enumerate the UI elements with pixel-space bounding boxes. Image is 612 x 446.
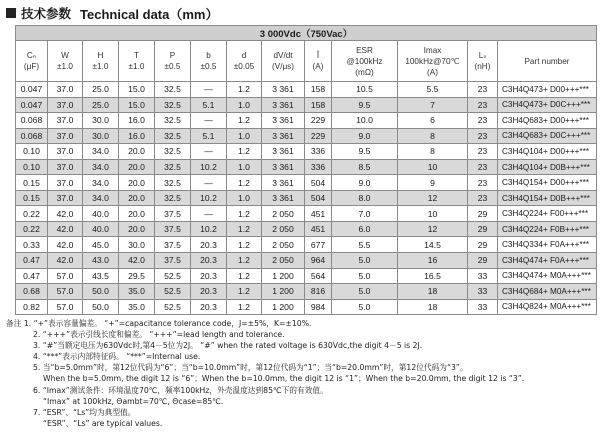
table-row — [16, 284, 597, 300]
table-cell: 5.1 — [191, 128, 227, 144]
table-cell: 816 — [305, 284, 332, 300]
table-cell: 42.0 — [48, 221, 83, 237]
table-cell: 30.0 — [83, 113, 119, 129]
column-header — [262, 41, 305, 82]
column-header-line: ±1.0 — [57, 62, 73, 71]
column-header-line: b — [206, 51, 211, 60]
part-number-cell: C3H4Q334+ F0A+++*** — [498, 237, 597, 253]
column-header-line: ±0.05 — [233, 62, 255, 71]
table-cell: 1.2 — [227, 82, 262, 98]
table-cell: 0.68 — [16, 284, 48, 300]
table-cell: 0.47 — [16, 268, 48, 284]
table-cell: 52.5 — [155, 268, 191, 284]
table-cell: 23 — [468, 82, 498, 98]
column-header-line: ±1.0 — [128, 62, 145, 71]
table-cell: 15.0 — [119, 82, 155, 98]
table-cell: 158 — [305, 82, 332, 98]
table-cell: 984 — [305, 299, 332, 315]
column-header-line: Part number — [524, 56, 570, 66]
part-number-cell: C3H4Q684+ M0A+++*** — [498, 284, 597, 300]
table-cell: 23 — [468, 190, 498, 206]
table-cell: 32.5 — [155, 190, 191, 206]
table-cell: 7.0 — [332, 206, 398, 222]
table-cell: 33 — [468, 284, 498, 300]
note-line: “ESR”、“Ls” are typical values. — [43, 418, 163, 428]
part-number-cell: C3H4Q824+ M0A+++*** — [498, 299, 597, 315]
table-cell: 1.0 — [227, 97, 262, 113]
column-header-row — [16, 41, 597, 82]
table-cell: 20.0 — [119, 144, 155, 160]
table-cell: 229 — [305, 113, 332, 129]
table-cell: 0.068 — [16, 113, 48, 129]
table-cell: 15.0 — [119, 97, 155, 113]
table-cell: 10.2 — [191, 190, 227, 206]
table-cell: 0.10 — [16, 159, 48, 175]
table-cell: 3 361 — [262, 175, 305, 191]
part-number-cell: C3H4Q224+ F0B+++*** — [498, 221, 597, 237]
table-cell: 1.2 — [227, 268, 262, 284]
column-header-line: (A) — [312, 62, 324, 71]
table-row — [16, 299, 597, 315]
column-header-line: Imax — [423, 45, 442, 55]
table-cell: 57.0 — [48, 284, 83, 300]
table-cell: 5.5 — [398, 82, 468, 98]
table-row — [16, 253, 597, 269]
table-cell: 37.0 — [48, 128, 83, 144]
table-cell: 1.2 — [227, 299, 262, 315]
table-cell: 29.5 — [119, 268, 155, 284]
table-row — [16, 159, 597, 175]
table-cell: 16 — [398, 253, 468, 269]
table-cell: 20.0 — [119, 175, 155, 191]
table-cell: 37.5 — [155, 253, 191, 269]
table-cell: 2 050 — [262, 253, 305, 269]
table-cell: 42.0 — [48, 206, 83, 222]
table-cell: 229 — [305, 128, 332, 144]
table-row — [16, 221, 597, 237]
table-row — [16, 206, 597, 222]
note-line: 备注 1. “+”表示容量偏差。 “+”=capacitance tolerance code，J=±5%，K=±10%. — [6, 319, 312, 328]
table-cell: 32.5 — [155, 113, 191, 129]
table-cell: 451 — [305, 221, 332, 237]
table-cell: 12 — [398, 190, 468, 206]
table-cell: 29 — [468, 206, 498, 222]
table-cell: 10.2 — [191, 159, 227, 175]
table-cell: 1.2 — [227, 284, 262, 300]
column-header-line: (mΩ) — [355, 67, 374, 77]
table-cell: 23 — [468, 113, 498, 129]
table-cell: 3 361 — [262, 128, 305, 144]
table-cell: 57.0 — [48, 268, 83, 284]
table-cell: 30.0 — [119, 237, 155, 253]
table-cell: 23 — [468, 144, 498, 160]
table-body — [16, 82, 597, 315]
table-cell: 32.5 — [155, 144, 191, 160]
column-header — [468, 41, 498, 82]
table-cell: 37.0 — [48, 113, 83, 129]
part-number-cell: C3H4Q473+ D00+++*** — [498, 82, 597, 98]
table-cell: 0.10 — [16, 144, 48, 160]
table-cell: 20.3 — [191, 237, 227, 253]
table-cell: 40.0 — [83, 206, 119, 222]
table-cell: 564 — [305, 268, 332, 284]
column-header-line: (V/μs) — [272, 62, 294, 71]
column-header-line: 100kHz@70℃ — [405, 56, 460, 66]
table-cell: 20.0 — [119, 221, 155, 237]
table-cell: 1.2 — [227, 113, 262, 129]
table-cell: 9 — [398, 175, 468, 191]
table-cell: 0.15 — [16, 175, 48, 191]
column-header-line: ±0.5 — [200, 62, 217, 71]
table-cell: 3 361 — [262, 159, 305, 175]
table-cell: 3 361 — [262, 97, 305, 113]
table-row — [16, 237, 597, 253]
column-header — [155, 41, 191, 82]
voltage-rating: 3 000Vdc（750Vac） — [16, 26, 597, 41]
table-cell: 37.0 — [48, 190, 83, 206]
table-cell: 3 361 — [262, 82, 305, 98]
column-header-line: ESR — [356, 45, 373, 55]
table-cell: 1.2 — [227, 206, 262, 222]
table-cell: 0.15 — [16, 190, 48, 206]
table-cell: 18 — [398, 284, 468, 300]
section-header — [6, 4, 218, 22]
table-cell: 451 — [305, 206, 332, 222]
table-cell: 336 — [305, 159, 332, 175]
column-header — [305, 41, 332, 82]
table-cell: 37.0 — [48, 82, 83, 98]
table-cell: 0.33 — [16, 237, 48, 253]
table-cell: 3 361 — [262, 144, 305, 160]
table-cell: 42.0 — [48, 237, 83, 253]
table-cell: 5.1 — [191, 97, 227, 113]
technical-data-table — [15, 25, 597, 315]
part-number-cell: C3H4Q683+ D00+++*** — [498, 113, 597, 129]
table-cell: 34.0 — [83, 144, 119, 160]
table-cell: 1 200 — [262, 299, 305, 315]
table-cell: 37.0 — [48, 97, 83, 113]
table-cell: 35.0 — [119, 284, 155, 300]
table-cell: 3 361 — [262, 113, 305, 129]
table-cell: 35.0 — [119, 299, 155, 315]
table-row — [16, 113, 597, 129]
part-number-cell: C3H4Q473+ D0C+++*** — [498, 97, 597, 113]
table-row — [16, 175, 597, 191]
table-cell: 29 — [468, 237, 498, 253]
table-cell: 20.0 — [119, 206, 155, 222]
table-cell: 52.5 — [155, 299, 191, 315]
table-cell: 34.0 — [83, 159, 119, 175]
column-header-line: ±0.5 — [164, 62, 181, 71]
table-cell: 33 — [468, 268, 498, 284]
table-cell: 30.0 — [83, 128, 119, 144]
table-cell: 6 — [398, 113, 468, 129]
table-cell: 1.2 — [227, 237, 262, 253]
column-header — [498, 41, 597, 82]
table-cell: 32.5 — [155, 82, 191, 98]
table-cell: 2 050 — [262, 206, 305, 222]
table-cell: 1.0 — [227, 159, 262, 175]
section-title-en: Technical data（mm） — [80, 6, 219, 22]
table-cell: 43.0 — [83, 253, 119, 269]
table-cell: 14.5 — [398, 237, 468, 253]
table-cell: 52.5 — [155, 284, 191, 300]
table-cell: 10 — [398, 159, 468, 175]
part-number-cell: C3H4Q474+ M0A+++*** — [498, 268, 597, 284]
table-cell: 9.5 — [332, 97, 398, 113]
table-cell: 23 — [468, 128, 498, 144]
table-cell: 29 — [468, 221, 498, 237]
table-cell: 0.047 — [16, 82, 48, 98]
table-cell: 0.047 — [16, 97, 48, 113]
square-bullet-icon — [6, 8, 16, 18]
table-row — [16, 268, 597, 284]
table-cell: 37.5 — [155, 237, 191, 253]
table-cell: 20.3 — [191, 299, 227, 315]
table-cell: 45.0 — [83, 237, 119, 253]
table-cell: 20.3 — [191, 268, 227, 284]
column-header — [332, 41, 398, 82]
table-cell: 5.0 — [332, 284, 398, 300]
table-cell: 3 361 — [262, 190, 305, 206]
table-cell: 16.0 — [119, 113, 155, 129]
table-cell: 37.0 — [48, 144, 83, 160]
note-line: 2. “+++”表示引线长度和偏差。 “+++”=lead length and tolerance. — [33, 330, 285, 340]
table-cell: 43.5 — [83, 268, 119, 284]
table-cell: 50.0 — [83, 284, 119, 300]
table-cell: 32.5 — [155, 159, 191, 175]
table-cell: 6.0 — [332, 221, 398, 237]
table-cell: 20.3 — [191, 284, 227, 300]
part-number-cell: C3H4Q683+ D0C+++*** — [498, 128, 597, 144]
table-cell: 504 — [305, 175, 332, 191]
table-cell: 158 — [305, 97, 332, 113]
column-header-line: W — [61, 51, 69, 60]
table-cell: 5.0 — [332, 253, 398, 269]
table-cell: 25.0 — [83, 97, 119, 113]
table-cell: 10 — [398, 206, 468, 222]
table-cell: 50.0 — [83, 299, 119, 315]
table-row — [16, 128, 597, 144]
note-line: “Imax” at 100kHz, Θambt=70℃, Θcase=85℃. — [43, 396, 224, 406]
table-cell: — — [191, 113, 227, 129]
column-header — [398, 41, 468, 82]
table-cell: 0.22 — [16, 221, 48, 237]
table-cell: 504 — [305, 190, 332, 206]
table-cell: 9.5 — [332, 144, 398, 160]
part-number-cell: C3H4Q104+ D00+++*** — [498, 144, 597, 160]
note-line: 6. “Imax”测试条件：环境温度70℃，频率100kHz，外壳温度达到85℃下的有效值。 — [33, 385, 328, 395]
table-cell: 677 — [305, 237, 332, 253]
column-header-line: Î — [316, 51, 320, 60]
table-cell: — — [191, 206, 227, 222]
table-cell: 1 200 — [262, 284, 305, 300]
table-cell: 336 — [305, 144, 332, 160]
table-cell: 0.068 — [16, 128, 48, 144]
table-cell: 10.5 — [332, 82, 398, 98]
table-cell: 16.0 — [119, 128, 155, 144]
table-cell: 42.0 — [119, 253, 155, 269]
table-cell: 8 — [398, 128, 468, 144]
table-cell: 37.0 — [48, 159, 83, 175]
table-cell: 42.0 — [48, 253, 83, 269]
table-cell: 1.2 — [227, 253, 262, 269]
column-header — [16, 41, 48, 82]
table-cell: 5.0 — [332, 299, 398, 315]
table-cell: 0.47 — [16, 253, 48, 269]
table-cell: 34.0 — [83, 175, 119, 191]
table-cell: 32.5 — [155, 175, 191, 191]
table-cell: 23 — [468, 159, 498, 175]
column-header-line: H — [97, 51, 104, 60]
table-cell: 37.5 — [155, 206, 191, 222]
table-cell: 1.2 — [227, 144, 262, 160]
table-cell: 37.5 — [155, 221, 191, 237]
table-cell: 10.0 — [332, 113, 398, 129]
table-cell: 37.0 — [48, 175, 83, 191]
table-cell: 8.5 — [332, 159, 398, 175]
table-cell: 32.5 — [155, 97, 191, 113]
table-cell: 32.5 — [155, 128, 191, 144]
table-cell: 9.0 — [332, 175, 398, 191]
note-line: 7. “ESR”、“Ls”均为典型值。 — [33, 407, 136, 417]
column-header-line: (μF) — [23, 62, 40, 71]
table-cell: 0.22 — [16, 206, 48, 222]
table-cell: 20.0 — [119, 190, 155, 206]
table-cell: 33 — [468, 299, 498, 315]
column-header — [227, 41, 262, 82]
table-cell: 8 — [398, 144, 468, 160]
table-row — [16, 190, 597, 206]
column-header-line: @100kHz — [346, 56, 383, 66]
table-cell: 5.5 — [332, 237, 398, 253]
part-number-cell: C3H4Q104+ D0B+++*** — [498, 159, 597, 175]
table-cell: 29 — [468, 253, 498, 269]
table-cell: — — [191, 144, 227, 160]
table-cell: 7 — [398, 97, 468, 113]
column-header-line: Cₙ — [26, 51, 37, 60]
table-cell: — — [191, 82, 227, 98]
table-cell: 0.82 — [16, 299, 48, 315]
part-number-cell: C3H4Q154+ D0B+++*** — [498, 190, 597, 206]
table-row — [16, 97, 597, 113]
column-header-line: (A) — [427, 67, 438, 77]
table-row — [16, 82, 597, 98]
column-header — [48, 41, 83, 82]
table-cell: 34.0 — [83, 190, 119, 206]
table-cell: 964 — [305, 253, 332, 269]
column-header-line: Lₛ — [478, 51, 487, 60]
section-title-cn: 技术参数 — [21, 6, 72, 21]
table-cell: — — [191, 175, 227, 191]
table-cell: 10.2 — [191, 221, 227, 237]
table-cell: 23 — [468, 97, 498, 113]
table-cell: 20.0 — [119, 159, 155, 175]
table-cell: 2 050 — [262, 237, 305, 253]
column-header-line: P — [169, 51, 176, 60]
table-cell: 25.0 — [83, 82, 119, 98]
part-number-cell: C3H4Q154+ D00+++*** — [498, 175, 597, 191]
table-cell: 1.2 — [227, 221, 262, 237]
table-cell: 2 050 — [262, 221, 305, 237]
table-cell: 1.2 — [227, 175, 262, 191]
table-cell: 57.0 — [48, 299, 83, 315]
column-header-line: d — [241, 51, 247, 60]
column-header — [83, 41, 119, 82]
table-cell: 23 — [468, 175, 498, 191]
table-cell: 12 — [398, 221, 468, 237]
part-number-cell: C3H4Q474+ F0A+++*** — [498, 253, 597, 269]
table-cell: 1.0 — [227, 128, 262, 144]
note-line: 5. 当“b=5.0mm”时，第12位代码为“6”；当“b=10.0mm”时，第12位代码为“1”；当“b=20.0mm”时，第12位代码为“3”。 — [33, 363, 468, 373]
table-cell: 9.0 — [332, 128, 398, 144]
table-cell: 8.0 — [332, 190, 398, 206]
notes — [6, 318, 606, 429]
table-cell: 16.5 — [398, 268, 468, 284]
note-line: 3. “#”当额定电压为630Vdc时,第4－5位为2J。 “#” when the rated voltage is 630Vdc,the digit 4－5 is 2J. — [33, 341, 423, 351]
column-header — [191, 41, 227, 82]
table-cell: 5.0 — [332, 268, 398, 284]
table-cell: 1 200 — [262, 268, 305, 284]
table-cell: 20.3 — [191, 253, 227, 269]
table-row — [16, 144, 597, 160]
part-number-cell: C3H4Q224+ F00+++*** — [498, 206, 597, 222]
table-cell: 1.0 — [227, 190, 262, 206]
column-header-line: dV/dt — [273, 51, 293, 60]
column-header-line: (nH) — [474, 62, 491, 71]
column-header — [119, 41, 155, 82]
column-header-line: T — [133, 51, 139, 60]
note-line: 4. “***”表示内部特征码。 “***”=Internal use. — [33, 352, 201, 362]
column-header-line: ±1.0 — [92, 62, 109, 71]
note-line: When the b=5.0mm, the digit 12 is “6”；When the b=10.0mm, the digit 12 is “1”；When the b=20.0mm, the digit 12 is “3”. — [43, 374, 525, 384]
table-cell: 18 — [398, 299, 468, 315]
table-cell: 40.0 — [83, 221, 119, 237]
